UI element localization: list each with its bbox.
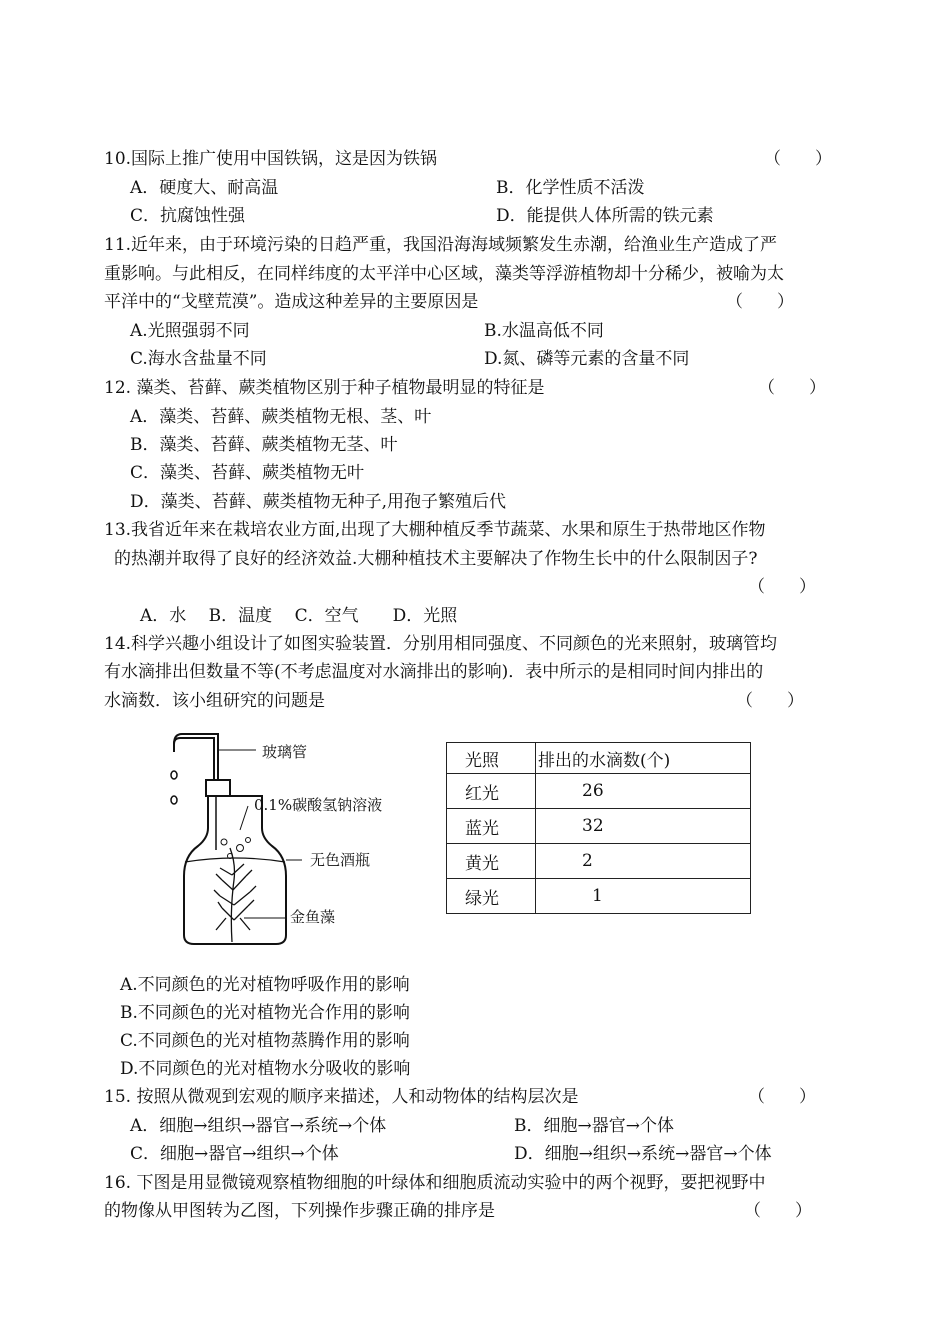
q14-stem-line1: 14.科学兴趣小组设计了如图实验装置．分别用相同强度、不同颜色的光来照射，玻璃管均: [104, 634, 778, 654]
q14-stem-line3: 水滴数．该小组研究的问题是: [104, 691, 325, 711]
q13-stem-line1: 13.我省近年来在栽培农业方面,出现了大棚种植反季节蔬菜、水果和原生于热带地区作物: [104, 520, 766, 540]
table-row: [447, 809, 751, 844]
q11-option-d: D.氮、磷等元素的含量不同: [484, 349, 690, 369]
q10-stem: 10.国际上推广使用中国铁锅，这是因为铁锅: [104, 149, 438, 169]
figure-label-solution: 0.1%碳酸氢钠溶液: [254, 796, 383, 814]
q15-answer-paren: （ ）: [748, 1087, 816, 1107]
q15-option-a: A．细胞→组织→器官→系统→个体: [130, 1116, 387, 1136]
q16-stem-line2: 的物像从甲图转为乙图，下列操作步骤正确的排序是: [104, 1201, 495, 1221]
q10-option-a: A．硬度大、耐高温: [130, 178, 279, 198]
q12-option-b: B．藻类、苔藓、蕨类植物无茎、叶: [130, 435, 398, 455]
table-cell-count: 32: [536, 809, 751, 844]
q15-option-c: C．细胞→器官→组织→个体: [130, 1144, 339, 1164]
q15-option-d: D．细胞→组织→系统→器官→个体: [514, 1144, 772, 1164]
q10-option-b: B．化学性质不活泼: [496, 178, 645, 198]
table-cell-light: 绿光: [447, 879, 536, 914]
figure-label-glass-tube: 玻璃管: [262, 743, 308, 761]
q14-stem-line2: 有水滴排出但数量不等(不考虑温度对水滴排出的影响)．表中所示的是相同时间内排出的: [104, 662, 764, 682]
water-drop-table: [446, 742, 751, 914]
q14-option-c: C.不同颜色的光对植物蒸腾作用的影响: [120, 1031, 410, 1051]
q11-stem-line3: 平洋中的“戈壁荒漠”。造成这种差异的主要原因是: [104, 292, 479, 312]
q11-option-c: C.海水含盐量不同: [130, 349, 267, 369]
q11-stem-line1: 11.近年来，由于环境污染的日趋严重，我国沿海海域频繁发生赤潮，给渔业生产造成了严: [104, 235, 778, 255]
figure-label-bottle: 无色酒瓶: [310, 851, 371, 869]
q13-options: A．水 B．温度 C．空气 D．光照: [140, 606, 458, 626]
q10-option-c: C．抗腐蚀性强: [130, 206, 246, 226]
table-row: [447, 774, 751, 809]
q12-option-c: C．藻类、苔藓、蕨类植物无叶: [130, 463, 365, 483]
q15-option-b: B．细胞→器官→个体: [514, 1116, 674, 1136]
q14-option-d: D.不同颜色的光对植物水分吸收的影响: [120, 1059, 411, 1079]
table-row: [447, 844, 751, 879]
q11-option-b: B.水温高低不同: [484, 321, 604, 341]
table-cell-light: 黄光: [447, 844, 536, 879]
table-cell-count: 1: [536, 879, 751, 914]
q10-answer-paren: （ ）: [764, 149, 832, 169]
table-header-light: 光照: [447, 743, 536, 774]
q10-option-d: D．能提供人体所需的铁元素: [496, 206, 714, 226]
q11-stem-line2: 重影响。与此相反，在同样纬度的太平洋中心区域，藻类等浮游植物却十分稀少，被喻为太: [104, 264, 784, 284]
table-header-row: [447, 743, 751, 774]
table-cell-light: 蓝光: [447, 809, 536, 844]
q11-answer-paren: （ ）: [726, 292, 794, 312]
q14-answer-paren: （ ）: [736, 691, 804, 711]
table-cell-count: 2: [536, 844, 751, 879]
figure-label-plant: 金鱼藻: [290, 908, 336, 926]
q11-option-a: A.光照强弱不同: [130, 321, 250, 341]
q13-answer-paren: （ ）: [748, 577, 816, 597]
q14-option-b: B.不同颜色的光对植物光合作用的影响: [120, 1003, 410, 1023]
q16-answer-paren: （ ）: [744, 1201, 812, 1221]
table-cell-light: 红光: [447, 774, 536, 809]
q12-option-d: D．藻类、苔藓、蕨类植物无种子,用孢子繁殖后代: [130, 492, 507, 512]
table-header-drops: 排出的水滴数(个): [536, 743, 751, 774]
table-row: [447, 879, 751, 914]
q12-answer-paren: （ ）: [758, 378, 826, 398]
table-cell-count: 26: [536, 774, 751, 809]
q12-option-a: A．藻类、苔藓、蕨类植物无根、茎、叶: [130, 407, 432, 427]
q12-stem: 12. 藻类、苔藓、蕨类植物区别于种子植物最明显的特征是: [104, 378, 545, 398]
q14-option-a: A.不同颜色的光对植物呼吸作用的影响: [120, 975, 410, 995]
q15-stem: 15. 按照从微观到宏观的顺序来描述，人和动物体的结构层次是: [104, 1087, 579, 1107]
q13-stem-line2: 的热潮并取得了良好的经济效益.大棚种植技术主要解决了作物生长中的什么限制因子?: [114, 549, 758, 569]
q16-stem-line1: 16. 下图是用显微镜观察植物细胞的叶绿体和细胞质流动实验中的两个视野，要把视野中: [104, 1173, 766, 1193]
